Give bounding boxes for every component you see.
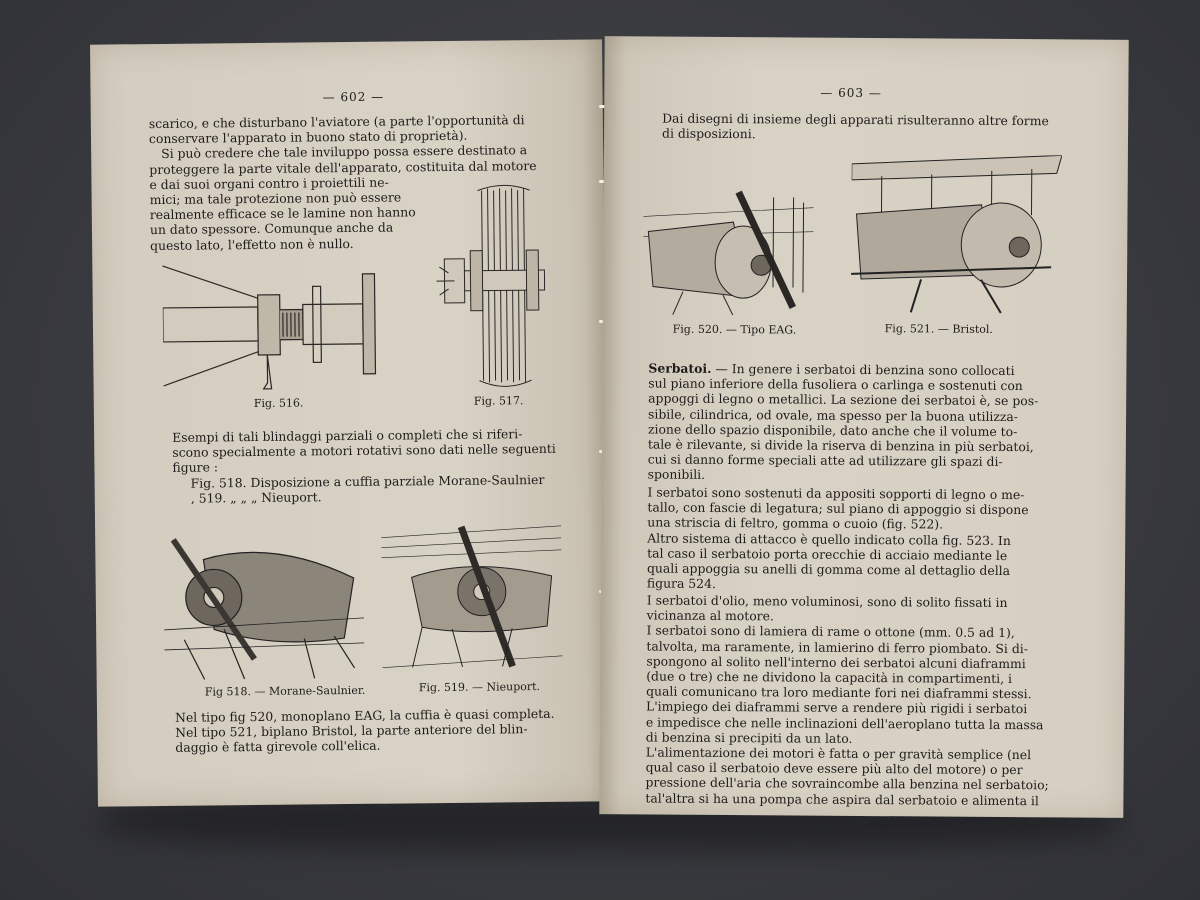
text-line: scono specialmente a motori rotativi sono dati nelle seguenti xyxy=(172,441,556,461)
text-line: Nel tipo fig 520, monoplano EAG, la cuffia è quasi completa. xyxy=(174,705,555,725)
text-line: conservare l'apparato in buono stato di proprietà). xyxy=(148,127,468,147)
fig-517-caption: Fig. 517. xyxy=(473,394,524,408)
text-line: (due o tre) che ne dividono la capacità in compartimenti, i xyxy=(646,668,1013,687)
fig-517-illustration xyxy=(433,180,555,391)
text-line: daggio è fatta girevole coll'elica. xyxy=(175,738,381,756)
text-line: realmente efficace se le lamine non hanno xyxy=(149,204,416,223)
text-line: figura 524. xyxy=(646,575,716,592)
paragraph-intro xyxy=(662,111,1049,144)
text-line: I serbatoi d'olio, meno voluminosi, sono di solito fissati in xyxy=(646,592,1008,611)
fig-520-illustration xyxy=(643,186,814,317)
text-line: cui si danno forme speciali atte ad utilizzare gli spazi di- xyxy=(647,451,1003,470)
fig-521-illustration xyxy=(851,154,1062,315)
fig-516-caption: Fig. 516. xyxy=(253,396,304,411)
page-number: — 602 — xyxy=(322,89,385,105)
text-line: L'alimentazione dei motori è fatta o per gravità semplice (nel xyxy=(645,744,1032,763)
list-item: , 519. „ „ „ Nieuport. xyxy=(190,489,322,506)
text-line: figure : xyxy=(172,459,219,476)
paragraph-examples xyxy=(172,426,556,476)
text-line: di disposizioni. xyxy=(661,125,756,142)
text-line: L'impiego dei diaframmi serve a rendere più rigidi i serbatoi xyxy=(645,698,1028,717)
text-line: talvolta, ma raramente, in lamierino di ferro piombato. Si di- xyxy=(646,638,1028,656)
text-line: quali comunicano tra loro mediante fori nei diaframmi stessi. xyxy=(646,683,1032,702)
text-line: quali appoggia su anelli di gomma come al dettaglio della xyxy=(646,560,1011,579)
text-line: Esempi di tali blindaggi parziali o completi che si riferi- xyxy=(172,426,523,445)
fig-518-illustration xyxy=(163,518,365,680)
text-line: questo lato, l'effetto non è nullo. xyxy=(150,235,354,253)
right-page xyxy=(599,36,1128,818)
text-line: sibile, cilindrica, od ovale, ma spesso per la buona utilizza- xyxy=(648,406,1019,424)
text-line: sul piano inferiore della fusoliera o carlinga e sostenuti con xyxy=(648,375,1023,394)
text-line: e impedisce che nelle inclinazioni dell'aeroplano tutta la massa xyxy=(645,714,1044,732)
text-line: vicinanza al motore. xyxy=(646,607,774,624)
text-line: tal'altra si ha una pompa che aspira dal serbatoio e alimenta il xyxy=(645,790,1039,808)
text-line: sponibili. xyxy=(647,466,706,483)
paragraph-types xyxy=(175,706,555,756)
text-line: tal caso il serbatoio porta orecchie di acciaio mediante le xyxy=(647,545,1008,563)
text-line: mici; ma tale protezione non può essere xyxy=(149,189,402,208)
fig-518-caption: Fig 518. — Morane-Saulnier. xyxy=(204,683,366,699)
text-run: — In genere i serbatoi di benzina sono collocati xyxy=(715,360,1015,379)
fig-519-caption: Fig. 519. — Nieuport. xyxy=(418,680,541,695)
text-line: spongono al solito nell'interno dei serbatoi alcuni diaframmi xyxy=(646,653,1026,671)
section-title: Serbatoi. xyxy=(648,360,712,376)
list-item: Fig. 518. Disposizione a cuffia parziale Morane-Saulnier xyxy=(190,471,545,491)
text-line: Altro sistema di attacco è quello indicato colla fig. 523. In xyxy=(647,530,1011,548)
text-line: e dai suoi organi contro i proiettili ne- xyxy=(149,174,389,192)
text-line: scarico, e che disturbano l'aviatore (a parte l'opportunità di xyxy=(148,112,525,132)
paragraph-oil-tanks xyxy=(645,592,1050,808)
left-page xyxy=(90,39,610,806)
text-line: un dato spessore. Comunque anche da xyxy=(149,219,394,238)
figure-list xyxy=(191,472,545,506)
text-line: di benzina si precipiti da un lato. xyxy=(645,729,853,746)
paragraph-serbatoi xyxy=(648,360,1039,484)
text-line: I serbatoi sono sostenuti da appositi sopporti di legno o me- xyxy=(647,484,1025,503)
text-line: proteggere la parte vitale dell'apparato, costituita dal motore xyxy=(149,157,537,177)
fig-519-illustration xyxy=(381,516,563,678)
fig-520-caption: Fig. 520. — Tipo EAG. xyxy=(672,322,797,337)
text-line: qual caso il serbatoio deve essere più alto del motore) o per xyxy=(645,759,1023,778)
text-line: Dai disegni di insieme degli apparati risulteranno altre forme xyxy=(662,110,1049,129)
text-line: appoggi di legno o metallici. La sezione dei serbatoi è, se pos- xyxy=(648,390,1039,409)
text-line: tale è rilevante, si divide la riserva di benzina in più serbatoi, xyxy=(647,436,1034,455)
text-line: una striscia di feltro, gomma o cuoio (fig. 522). xyxy=(647,514,944,532)
page-number: — 603 — xyxy=(820,85,882,101)
fig-516-illustration xyxy=(162,254,393,396)
paragraph-supports xyxy=(647,484,1029,593)
text-line: Nel tipo 521, biplano Bristol, la parte anteriore del blin- xyxy=(175,721,528,741)
fig-521-caption: Fig. 521. — Bristol. xyxy=(884,322,993,336)
text-line: I serbatoi sono di lamiera di rame o ottone (mm. 0.5 ad 1), xyxy=(646,622,1015,641)
text-line: zione dello spazio disponibile, dato anche che il volume to- xyxy=(647,421,1018,439)
text-line: pressione dell'aria che sovraincombe alla benzina nel serbatoio; xyxy=(645,774,1049,793)
text-line: tallo, con fascie di legatura; sul piano di appoggio si dispone xyxy=(647,499,1029,518)
text-line: Si può credere che tale inviluppo possa essere destinato a xyxy=(161,142,528,162)
